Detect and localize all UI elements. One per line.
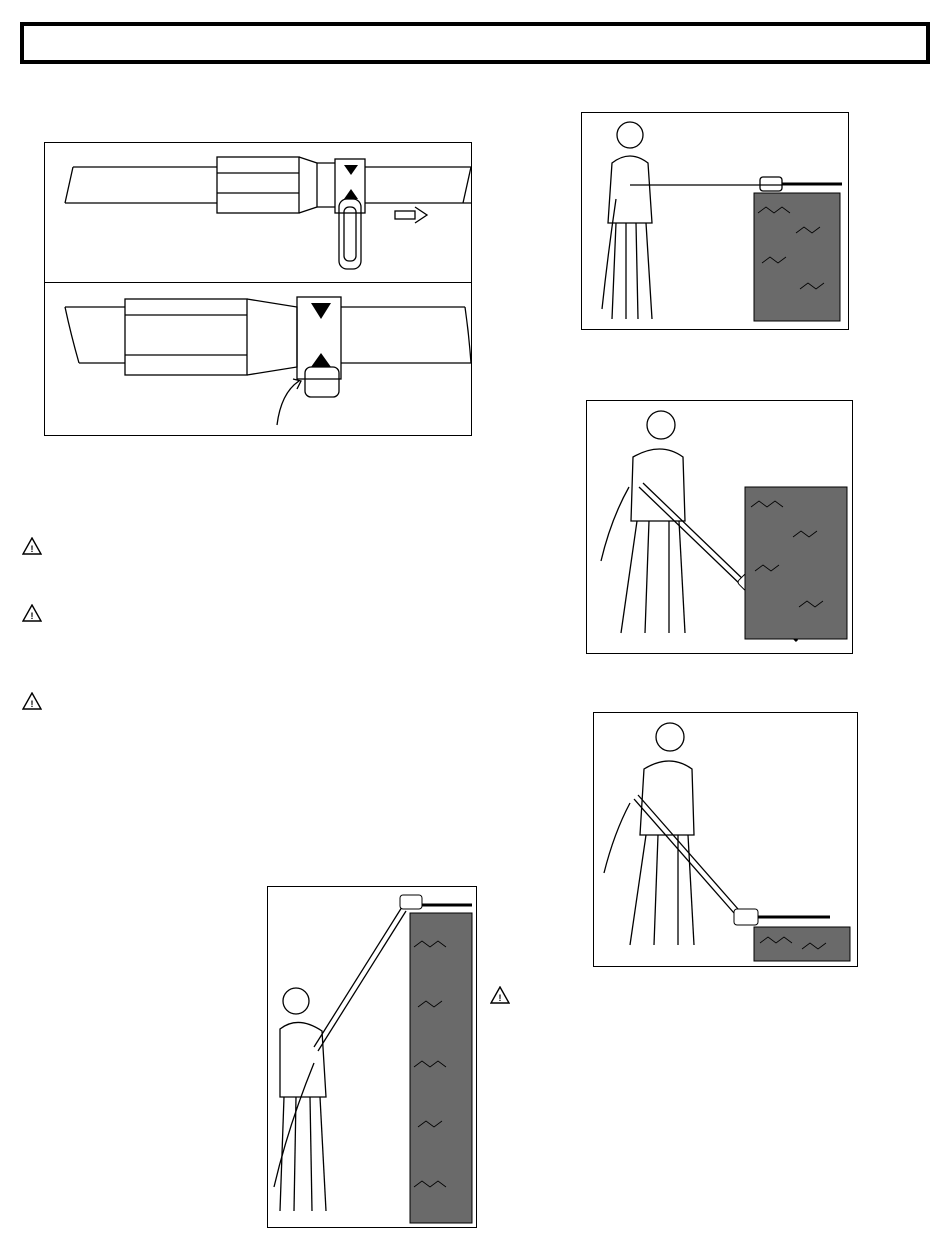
- hedge-top-level-figure: [581, 112, 849, 330]
- low-hedge-figure: [593, 712, 858, 967]
- pole-lock-closed-drawing: [45, 283, 471, 435]
- section-header-bar: [20, 22, 930, 64]
- warning-triangle-icon: [22, 692, 42, 710]
- warning-triangle-icon: [22, 604, 42, 622]
- svg-text:!: !: [30, 699, 34, 709]
- svg-text:!: !: [30, 544, 34, 554]
- svg-text:!: !: [30, 611, 34, 621]
- warning-triangle-icon: [22, 537, 42, 555]
- svg-text:!: !: [498, 993, 502, 1003]
- tall-hedge-side-figure: [267, 886, 477, 1228]
- warning-triangle-icon: [490, 986, 510, 1004]
- hedge-side-angled-figure: [586, 400, 853, 654]
- pole-lock-open-figure: [44, 142, 472, 284]
- pole-lock-open-drawing: [45, 143, 471, 283]
- pole-lock-closed-figure: [44, 282, 472, 436]
